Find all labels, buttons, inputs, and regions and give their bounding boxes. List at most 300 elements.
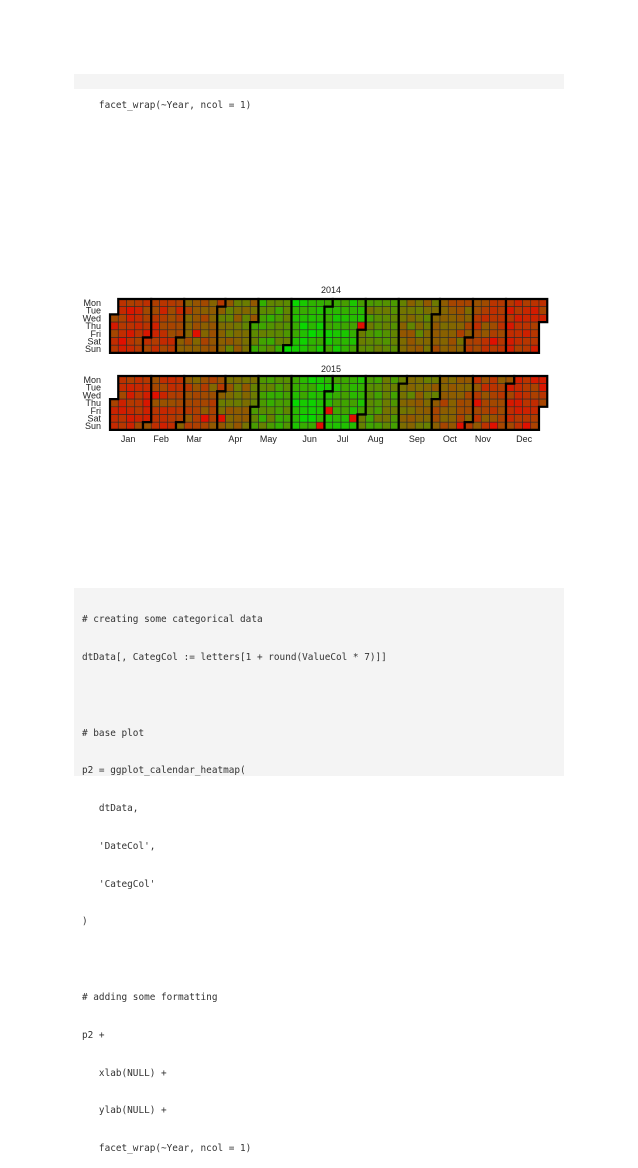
heatmap-cell bbox=[160, 407, 168, 415]
heatmap-cell bbox=[523, 314, 531, 322]
heatmap-cell bbox=[481, 422, 489, 430]
heatmap-cell bbox=[341, 415, 349, 423]
heatmap-cell bbox=[399, 338, 407, 346]
heatmap-cell bbox=[399, 399, 407, 407]
heatmap-cell bbox=[160, 384, 168, 392]
heatmap-cell bbox=[217, 307, 225, 315]
heatmap-cell bbox=[151, 322, 159, 330]
heatmap-cell bbox=[440, 391, 448, 399]
heatmap-cell bbox=[374, 338, 382, 346]
heatmap-cell bbox=[201, 299, 209, 307]
heatmap-cell bbox=[440, 307, 448, 315]
heatmap-cell bbox=[457, 376, 465, 384]
heatmap-cell bbox=[168, 330, 176, 338]
heatmap-cell bbox=[242, 399, 250, 407]
heatmap-cell bbox=[366, 299, 374, 307]
heatmap-cell bbox=[341, 376, 349, 384]
heatmap-cell bbox=[481, 299, 489, 307]
heatmap-cell bbox=[448, 330, 456, 338]
heatmap-cell bbox=[259, 322, 267, 330]
heatmap-cell bbox=[391, 322, 399, 330]
heatmap-cell bbox=[242, 407, 250, 415]
heatmap-cell bbox=[217, 345, 225, 353]
heatmap-cell bbox=[201, 330, 209, 338]
heatmap-cell bbox=[316, 314, 324, 322]
heatmap-cell bbox=[481, 330, 489, 338]
heatmap-cell bbox=[391, 422, 399, 430]
heatmap-cell bbox=[366, 415, 374, 423]
heatmap-cell bbox=[143, 338, 151, 346]
heatmap-cell bbox=[407, 384, 415, 392]
heatmap-cell bbox=[151, 415, 159, 423]
heatmap-cell bbox=[135, 322, 143, 330]
heatmap-cell bbox=[407, 422, 415, 430]
code-line: facet_wrap(~Year, ncol = 1) bbox=[82, 1143, 252, 1155]
day-label: Wed bbox=[82, 390, 101, 401]
heatmap-cell bbox=[539, 384, 547, 392]
heatmap-cell bbox=[300, 338, 308, 346]
month-label: May bbox=[259, 433, 277, 444]
heatmap-cell bbox=[242, 338, 250, 346]
heatmap-cell bbox=[209, 376, 217, 384]
heatmap-cell bbox=[341, 399, 349, 407]
day-label: Mon bbox=[83, 298, 101, 308]
heatmap-cell bbox=[432, 399, 440, 407]
heatmap-cell bbox=[465, 384, 473, 392]
heatmap-cell bbox=[490, 345, 498, 353]
heatmap-cell bbox=[465, 391, 473, 399]
heatmap-cell bbox=[523, 322, 531, 330]
month-label: Sep bbox=[408, 433, 425, 444]
heatmap-cell bbox=[506, 299, 514, 307]
heatmap-cell bbox=[168, 399, 176, 407]
heatmap-cell bbox=[382, 415, 390, 423]
heatmap-cell bbox=[473, 322, 481, 330]
heatmap-cell bbox=[440, 384, 448, 392]
heatmap-cell bbox=[135, 345, 143, 353]
heatmap-cell bbox=[217, 391, 225, 399]
heatmap-cell bbox=[267, 422, 275, 430]
heatmap-cell bbox=[275, 415, 283, 423]
heatmap-cell bbox=[267, 299, 275, 307]
heatmap-cell bbox=[308, 338, 316, 346]
heatmap-cell bbox=[275, 376, 283, 384]
heatmap-cell bbox=[226, 422, 234, 430]
heatmap-cell bbox=[531, 322, 539, 330]
heatmap-cell bbox=[432, 330, 440, 338]
heatmap-cell bbox=[201, 422, 209, 430]
heatmap-cell bbox=[465, 422, 473, 430]
heatmap-cell bbox=[193, 299, 201, 307]
heatmap-cell bbox=[168, 391, 176, 399]
heatmap-cell bbox=[168, 376, 176, 384]
heatmap-cell bbox=[201, 376, 209, 384]
heatmap-cell bbox=[432, 314, 440, 322]
heatmap-cell bbox=[151, 299, 159, 307]
heatmap-cell bbox=[531, 391, 539, 399]
heatmap-cell bbox=[143, 299, 151, 307]
heatmap-cell bbox=[168, 322, 176, 330]
heatmap-cell bbox=[316, 415, 324, 423]
heatmap-cell bbox=[292, 407, 300, 415]
heatmap-cell bbox=[267, 345, 275, 353]
heatmap-cell bbox=[391, 376, 399, 384]
heatmap-cell bbox=[226, 415, 234, 423]
heatmap-cell bbox=[118, 307, 126, 315]
heatmap-cell bbox=[341, 314, 349, 322]
heatmap-cell bbox=[490, 399, 498, 407]
heatmap-cell bbox=[399, 415, 407, 423]
heatmap-cell bbox=[481, 399, 489, 407]
heatmap-cell bbox=[490, 299, 498, 307]
heatmap-cell bbox=[523, 338, 531, 346]
heatmap-cell bbox=[193, 376, 201, 384]
heatmap-cell bbox=[498, 330, 506, 338]
heatmap-cell bbox=[184, 345, 192, 353]
heatmap-cell bbox=[341, 307, 349, 315]
heatmap-cell bbox=[184, 399, 192, 407]
heatmap-cell bbox=[160, 399, 168, 407]
heatmap-cell bbox=[457, 384, 465, 392]
heatmap-cell bbox=[308, 384, 316, 392]
heatmap-cell bbox=[250, 330, 258, 338]
heatmap-cell bbox=[358, 422, 366, 430]
heatmap-cell bbox=[151, 330, 159, 338]
heatmap-cell bbox=[135, 391, 143, 399]
heatmap-cell bbox=[151, 384, 159, 392]
heatmap-cell bbox=[226, 345, 234, 353]
heatmap-cell bbox=[448, 322, 456, 330]
heatmap-cell bbox=[250, 314, 258, 322]
heatmap-cell bbox=[193, 399, 201, 407]
heatmap-cell bbox=[250, 384, 258, 392]
heatmap-cell bbox=[424, 407, 432, 415]
day-label: Sat bbox=[87, 413, 101, 424]
heatmap-cell bbox=[135, 307, 143, 315]
code-line: p2 + bbox=[82, 1029, 105, 1041]
heatmap-cell bbox=[514, 330, 522, 338]
heatmap-cell bbox=[432, 384, 440, 392]
heatmap-cell bbox=[523, 415, 531, 423]
heatmap-cell bbox=[506, 422, 514, 430]
heatmap-cell bbox=[275, 307, 283, 315]
heatmap-cell bbox=[160, 345, 168, 353]
heatmap-cell bbox=[506, 391, 514, 399]
heatmap-cell bbox=[506, 322, 514, 330]
heatmap-cell bbox=[143, 307, 151, 315]
heatmap-cell bbox=[151, 314, 159, 322]
heatmap-cell bbox=[308, 422, 316, 430]
heatmap-cell bbox=[490, 391, 498, 399]
heatmap-cell bbox=[366, 307, 374, 315]
heatmap-cell bbox=[407, 345, 415, 353]
heatmap-cell bbox=[473, 338, 481, 346]
month-label: Apr bbox=[228, 433, 243, 444]
heatmap-cell bbox=[432, 415, 440, 423]
heatmap-cell bbox=[168, 299, 176, 307]
heatmap-cell bbox=[506, 330, 514, 338]
heatmap-cell bbox=[176, 399, 184, 407]
heatmap-cell bbox=[490, 422, 498, 430]
heatmap-cell bbox=[259, 338, 267, 346]
heatmap-cell bbox=[531, 299, 539, 307]
heatmap-cell bbox=[143, 407, 151, 415]
heatmap-cell bbox=[399, 314, 407, 322]
heatmap-cell bbox=[267, 307, 275, 315]
heatmap-cell bbox=[184, 407, 192, 415]
heatmap-cell bbox=[415, 322, 423, 330]
heatmap-cell bbox=[283, 345, 291, 353]
heatmap-cell bbox=[523, 376, 531, 384]
heatmap-cell bbox=[407, 307, 415, 315]
heatmap-cell bbox=[366, 422, 374, 430]
heatmap-cell bbox=[415, 345, 423, 353]
heatmap-cell bbox=[259, 299, 267, 307]
heatmap-cell bbox=[242, 415, 250, 423]
heatmap-cell bbox=[448, 307, 456, 315]
heatmap-cell bbox=[160, 422, 168, 430]
heatmap-cell bbox=[292, 345, 300, 353]
code-line bbox=[82, 690, 564, 703]
heatmap-cell bbox=[349, 422, 357, 430]
heatmap-cell bbox=[523, 391, 531, 399]
heatmap-cell bbox=[457, 330, 465, 338]
heatmap-cell bbox=[242, 322, 250, 330]
heatmap-cell bbox=[201, 345, 209, 353]
heatmap-cell bbox=[135, 314, 143, 322]
heatmap-cell bbox=[275, 330, 283, 338]
heatmap-cell bbox=[424, 384, 432, 392]
heatmap-cell bbox=[250, 399, 258, 407]
heatmap-cell bbox=[333, 391, 341, 399]
heatmap-cell bbox=[242, 384, 250, 392]
heatmap-cell bbox=[349, 376, 357, 384]
heatmap-cell bbox=[118, 299, 126, 307]
heatmap-cell bbox=[531, 330, 539, 338]
heatmap-cell bbox=[292, 338, 300, 346]
heatmap-cell bbox=[325, 345, 333, 353]
heatmap-cell bbox=[193, 415, 201, 423]
heatmap-cell bbox=[292, 322, 300, 330]
heatmap-cell bbox=[201, 307, 209, 315]
heatmap-cell bbox=[193, 330, 201, 338]
heatmap-cell bbox=[259, 307, 267, 315]
heatmap-cell bbox=[135, 384, 143, 392]
heatmap-cell bbox=[415, 330, 423, 338]
heatmap-cell bbox=[127, 376, 135, 384]
heatmap-cell bbox=[209, 399, 217, 407]
heatmap-cell bbox=[226, 376, 234, 384]
heatmap-cell bbox=[349, 338, 357, 346]
heatmap-cell bbox=[300, 322, 308, 330]
heatmap-cell bbox=[382, 314, 390, 322]
heatmap-cell bbox=[325, 407, 333, 415]
heatmap-cell bbox=[514, 415, 522, 423]
code-line: dtData[, CategCol := letters[1 + round(ValueCol * 7)]] bbox=[82, 651, 387, 663]
heatmap-cell bbox=[259, 407, 267, 415]
heatmap-cell bbox=[432, 299, 440, 307]
heatmap-cell bbox=[127, 407, 135, 415]
heatmap-cell bbox=[275, 391, 283, 399]
month-label: Jul bbox=[336, 433, 349, 444]
heatmap-cell bbox=[407, 338, 415, 346]
heatmap-cell bbox=[457, 307, 465, 315]
heatmap-cell bbox=[176, 314, 184, 322]
heatmap-cell bbox=[308, 399, 316, 407]
heatmap-cell bbox=[226, 322, 234, 330]
heatmap-cell bbox=[300, 314, 308, 322]
heatmap-cell bbox=[234, 299, 242, 307]
heatmap-cell bbox=[283, 399, 291, 407]
heatmap-cell bbox=[325, 338, 333, 346]
heatmap-cell bbox=[275, 345, 283, 353]
heatmap-cell bbox=[448, 391, 456, 399]
heatmap-cell bbox=[292, 307, 300, 315]
heatmap-cell bbox=[391, 330, 399, 338]
heatmap-cell bbox=[415, 299, 423, 307]
code-line: 'CategCol' bbox=[82, 878, 156, 890]
heatmap-cell bbox=[283, 384, 291, 392]
heatmap-cell bbox=[292, 415, 300, 423]
heatmap-cell bbox=[184, 314, 192, 322]
heatmap-cell bbox=[325, 384, 333, 392]
heatmap-cell bbox=[217, 399, 225, 407]
heatmap-cell bbox=[176, 330, 184, 338]
heatmap-cell bbox=[135, 407, 143, 415]
heatmap-cell bbox=[250, 422, 258, 430]
heatmap-cell bbox=[300, 399, 308, 407]
day-label: Thu bbox=[85, 398, 101, 409]
heatmap-cell bbox=[498, 345, 506, 353]
heatmap-cell bbox=[391, 307, 399, 315]
heatmap-cell bbox=[308, 391, 316, 399]
heatmap-cell bbox=[267, 399, 275, 407]
heatmap-cell bbox=[259, 345, 267, 353]
heatmap-cell bbox=[531, 415, 539, 423]
heatmap-cell bbox=[217, 407, 225, 415]
heatmap-cell bbox=[316, 330, 324, 338]
heatmap-cell bbox=[201, 391, 209, 399]
heatmap-cell bbox=[259, 376, 267, 384]
heatmap-cell bbox=[457, 407, 465, 415]
heatmap-cell bbox=[424, 399, 432, 407]
panel-title: 2015 bbox=[320, 364, 342, 374]
heatmap-cell bbox=[382, 330, 390, 338]
heatmap-cell bbox=[267, 314, 275, 322]
heatmap-cell bbox=[506, 376, 514, 384]
heatmap-cell bbox=[217, 322, 225, 330]
heatmap-cell bbox=[242, 307, 250, 315]
heatmap-cell bbox=[440, 399, 448, 407]
heatmap-cell bbox=[498, 338, 506, 346]
heatmap-cell bbox=[201, 384, 209, 392]
heatmap-cell bbox=[160, 314, 168, 322]
heatmap-cell bbox=[415, 415, 423, 423]
heatmap-cell bbox=[176, 345, 184, 353]
heatmap-cell bbox=[267, 391, 275, 399]
month-label: Feb bbox=[153, 433, 169, 444]
heatmap-cell bbox=[168, 407, 176, 415]
heatmap-cell bbox=[399, 422, 407, 430]
heatmap-cell bbox=[193, 307, 201, 315]
heatmap-cell bbox=[283, 322, 291, 330]
heatmap-cell bbox=[333, 314, 341, 322]
heatmap-cell bbox=[209, 314, 217, 322]
heatmap-cell bbox=[333, 307, 341, 315]
heatmap-cell bbox=[514, 422, 522, 430]
heatmap-cell bbox=[209, 422, 217, 430]
heatmap-cell bbox=[498, 314, 506, 322]
heatmap-cell bbox=[481, 338, 489, 346]
heatmap-cell bbox=[325, 399, 333, 407]
heatmap-cell bbox=[366, 322, 374, 330]
heatmap-cell bbox=[498, 391, 506, 399]
heatmap-cell bbox=[473, 299, 481, 307]
heatmap-cell bbox=[234, 415, 242, 423]
heatmap-cell bbox=[349, 299, 357, 307]
heatmap-cell bbox=[292, 376, 300, 384]
heatmap-cell bbox=[316, 399, 324, 407]
heatmap-cell bbox=[118, 399, 126, 407]
heatmap-cell bbox=[341, 330, 349, 338]
heatmap-cell bbox=[110, 399, 118, 407]
heatmap-cell bbox=[374, 299, 382, 307]
heatmap-cell bbox=[407, 407, 415, 415]
heatmap-cell bbox=[226, 299, 234, 307]
heatmap-cell bbox=[490, 322, 498, 330]
heatmap-cell bbox=[539, 299, 547, 307]
heatmap-cell bbox=[407, 376, 415, 384]
heatmap-cell bbox=[193, 322, 201, 330]
heatmap-cell bbox=[259, 314, 267, 322]
heatmap-cell bbox=[110, 314, 118, 322]
heatmap-cell bbox=[366, 338, 374, 346]
heatmap-cell bbox=[481, 415, 489, 423]
heatmap-cell bbox=[358, 330, 366, 338]
heatmap-cell bbox=[514, 314, 522, 322]
heatmap-cell bbox=[250, 376, 258, 384]
heatmap-cell bbox=[490, 314, 498, 322]
heatmap-cell bbox=[275, 407, 283, 415]
heatmap-cell bbox=[498, 399, 506, 407]
heatmap-cell bbox=[391, 391, 399, 399]
heatmap-cell bbox=[391, 399, 399, 407]
heatmap-cell bbox=[465, 415, 473, 423]
heatmap-cell bbox=[407, 330, 415, 338]
heatmap-cell bbox=[481, 391, 489, 399]
heatmap-cell bbox=[250, 338, 258, 346]
heatmap-cell bbox=[250, 407, 258, 415]
heatmap-cell bbox=[267, 407, 275, 415]
heatmap-cell bbox=[490, 376, 498, 384]
heatmap-cell bbox=[308, 345, 316, 353]
heatmap-cell bbox=[473, 330, 481, 338]
heatmap-cell bbox=[160, 338, 168, 346]
heatmap-cell bbox=[457, 391, 465, 399]
heatmap-cell bbox=[407, 322, 415, 330]
heatmap-cell bbox=[358, 399, 366, 407]
heatmap-cell bbox=[110, 407, 118, 415]
heatmap-cell bbox=[539, 391, 547, 399]
heatmap-cell bbox=[440, 407, 448, 415]
month-label: Mar bbox=[186, 433, 202, 444]
heatmap-cell bbox=[292, 391, 300, 399]
heatmap-cell bbox=[292, 399, 300, 407]
heatmap-cell bbox=[382, 299, 390, 307]
heatmap-cell bbox=[333, 338, 341, 346]
heatmap-cell bbox=[151, 422, 159, 430]
heatmap-cell bbox=[193, 391, 201, 399]
